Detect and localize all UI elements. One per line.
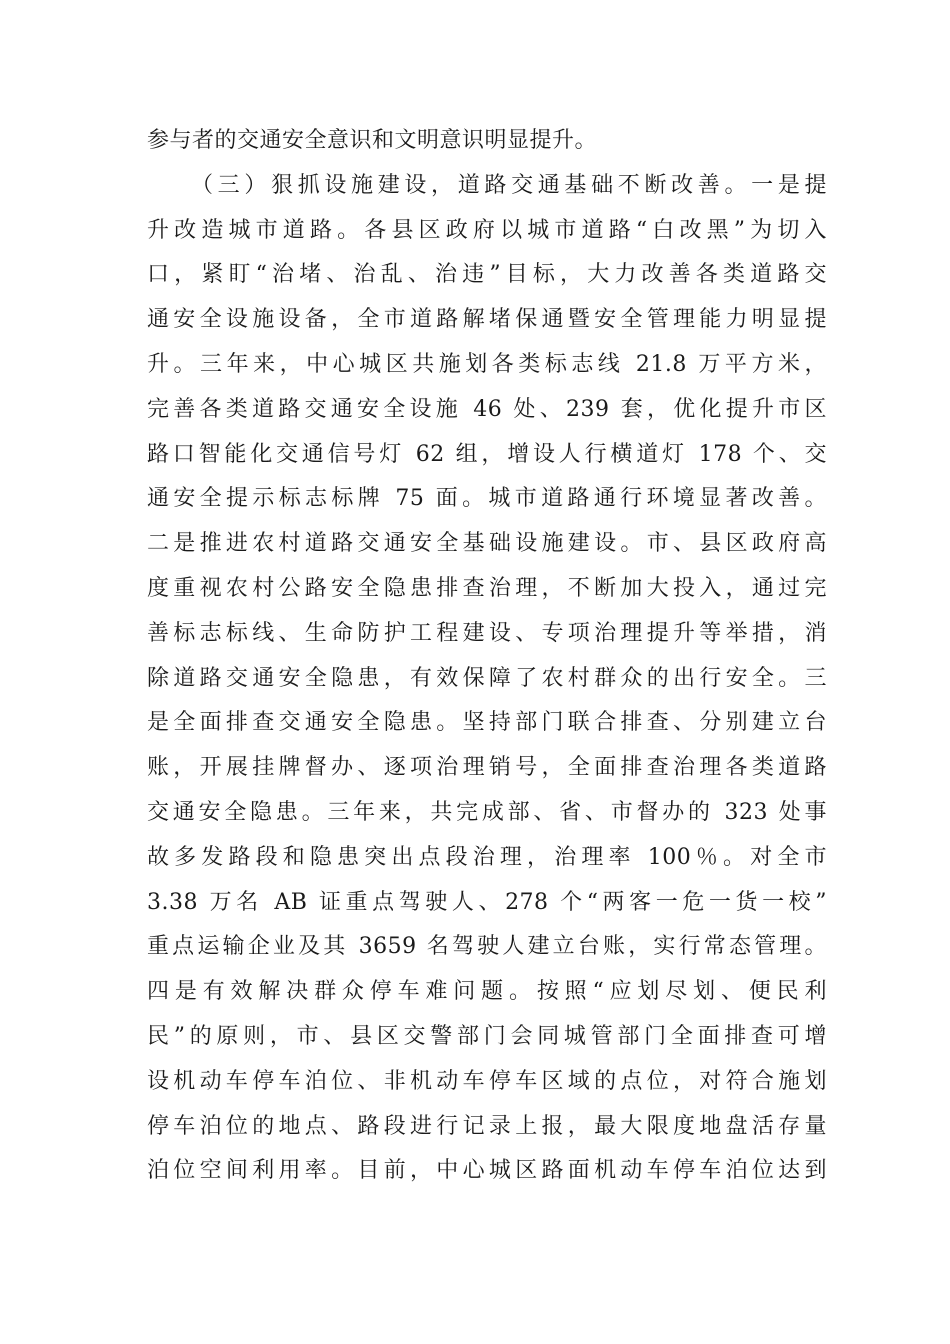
text-line: 口，紧盯“治堵、治乱、治违”目标，大力改善各类道路交 (147, 262, 827, 288)
text-line: 故多发路段和隐患突出点段治理，治理率 100％。对全市 (147, 844, 827, 870)
text-line: （三）狠抓设施建设，道路交通基础不断改善。一是提 (191, 172, 827, 198)
text-line: 重点运输企业及其 3659 名驾驶人建立台账，实行常态管理。 (147, 934, 827, 960)
text-line: 度重视农村公路安全隐患排查治理，不断加大投入，通过完 (147, 575, 827, 601)
text-line: 二是推进农村道路交通安全基础设施建设。市、县区政府高 (147, 531, 827, 557)
text-line: 路口智能化交通信号灯 62 组，增设人行横道灯 178 个、交 (147, 441, 827, 467)
text-line: 参与者的交通安全意识和文明意识明显提升。 (147, 128, 598, 153)
text-line: 是全面排查交通安全隐患。坚持部门联合排查、分别建立台 (147, 710, 827, 736)
text-line: 完善各类道路交通安全设施 46 处、239 套，优化提升市区 (147, 396, 827, 422)
text-line: 除道路交通安全隐患，有效保障了农村群众的出行安全。三 (147, 665, 827, 691)
text-line: 设机动车停车泊位、非机动车停车区域的点位，对符合施划 (147, 1068, 827, 1094)
text-line: 升改造城市道路。各县区政府以城市道路“白改黑”为切入 (147, 217, 827, 243)
text-line: 账，开展挂牌督办、逐项治理销号，全面排查治理各类道路 (147, 755, 827, 781)
text-line: 四是有效解决群众停车难问题。按照“应划尽划、便民利 (147, 979, 827, 1005)
text-line: 通安全提示标志标牌 75 面。城市道路通行环境显著改善。 (147, 486, 827, 512)
text-line: 善标志标线、生命防护工程建设、专项治理提升等举措，消 (147, 620, 827, 646)
text-line: 通安全设施设备，全市道路解堵保通暨安全管理能力明显提 (147, 307, 827, 333)
text-line: 升。三年来，中心城区共施划各类标志线 21.8 万平方米， (147, 351, 827, 377)
text-line: 停车泊位的地点、路段进行记录上报，最大限度地盘活存量 (147, 1113, 827, 1139)
text-line: 交通安全隐患。三年来，共完成部、省、市督办的 323 处事 (147, 799, 827, 825)
text-line: 民”的原则，市、县区交警部门会同城管部门全面排查可增 (147, 1023, 827, 1049)
text-line: 3.38 万名 AB 证重点驾驶人、278 个“两客一危一货一校” (147, 889, 827, 915)
body-text (147, 119, 827, 1194)
text-line: 泊位空间利用率。目前，中心城区路面机动车停车泊位达到 (147, 1158, 827, 1184)
